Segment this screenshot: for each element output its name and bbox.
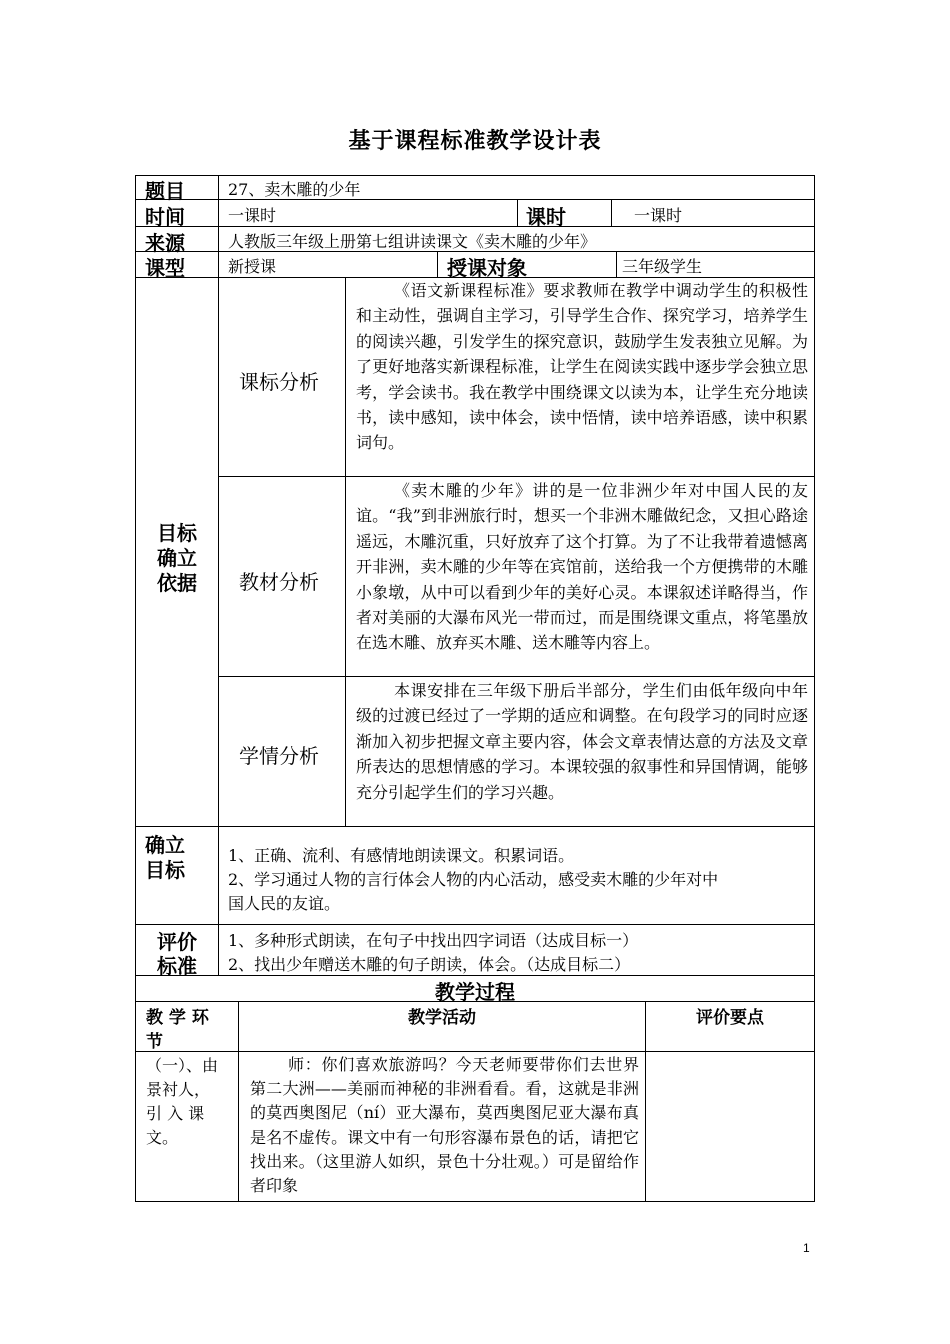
col-stage-line1: 教 学 环	[146, 1008, 209, 1028]
activity1-text: 师：你们喜欢旅游吗？今天老师要带你们去世界第二大洲——美丽而神秘的非洲看看。看，这就是非洲的莫西奥图尼（ní）亚大瀑布，莫西奥图尼亚大瀑布真是名不虚传。课文中有一句形容瀑布景色的话，请把它找出来。（这里游人如织，景色十分壮观。）可是留给作者印象	[250, 1055, 639, 1196]
goals-label-line1: 确立	[145, 833, 185, 857]
col-stage-line2: 节	[146, 1032, 163, 1052]
type-value: 新授课	[228, 257, 277, 276]
material-analysis-label: 教材分析	[239, 570, 319, 594]
audience-value: 三年级学生	[622, 257, 703, 276]
goal-item-2-line1: 2、学习通过人物的言行体会人物的内心活动，感受卖木雕的少年对中	[228, 870, 719, 889]
stage1-line1: （一）、由	[146, 1056, 219, 1075]
basis-label-line2: 确立	[157, 546, 197, 570]
stage1-line2: 景衬人，	[146, 1080, 211, 1099]
source-value: 人教版三年级上册第七组讲读课文《卖木雕的少年》	[228, 232, 597, 251]
topic-label: 题目	[145, 179, 185, 203]
assessment-label-line2: 标准	[157, 954, 197, 978]
source-label: 来源	[145, 231, 185, 255]
period-label: 课时	[526, 205, 566, 229]
assessment-label-line1: 评价	[157, 930, 197, 954]
process-title: 教学过程	[435, 980, 515, 1004]
audience-label: 授课对象	[447, 256, 527, 280]
material-analysis-text: 《卖木雕的少年》讲的是一位非洲少年对中国人民的友谊。“我”到非洲旅行时，想买一个非洲木雕做纪念，又担心路途遥远，木雕沉重，只好放弃了这个打算。为了不让我带着遗憾离开非洲，卖木雕的少年等在宾馆前，送给我一个方便携带的木雕小象墩，从中可以看到少年的美好心灵。本课叙述详略得当，作者对美丽的大瀑布风光一带而过，而是围绕课文重点，将笔墨放在选木雕、放弃买木雕、送木雕等内容上。	[356, 481, 808, 653]
assessment-item-2: 2、找出少年赠送木雕的句子朗读，体会。（达成目标二）	[228, 955, 631, 974]
stage1-line3: 引 入 课	[146, 1104, 205, 1123]
goal-item-2-line2: 国人民的友谊。	[228, 894, 341, 913]
time-label: 时间	[145, 205, 185, 229]
page-number: 1	[803, 1241, 810, 1255]
page-title: 基于课程标准教学设计表	[348, 128, 602, 154]
type-label: 课型	[145, 256, 185, 280]
learner-analysis-text: 本课安排在三年级下册后半部分，学生们由低年级向中年级的过渡已经过了一学期的适应和调整。在句段学习的同时应逐渐加入初步把握文章主要内容，体会文章表情达意的方法及文章所表达的思想情感的学习。本课较强的叙事性和异国情调，能够充分引起学生们的学习兴趣。	[356, 681, 808, 802]
period-value: 一课时	[634, 206, 683, 225]
assessment-item-1: 1、多种形式朗读，在句子中找出四字词语（达成目标一）	[228, 931, 639, 950]
goals-label-line2: 目标	[145, 858, 185, 882]
time-value: 一课时	[228, 206, 277, 225]
curriculum-analysis-label: 课标分析	[239, 370, 319, 394]
basis-label-line3: 依据	[157, 571, 197, 595]
col-activity: 教学活动	[408, 1008, 476, 1028]
col-eval: 评价要点	[696, 1008, 764, 1028]
curriculum-analysis-text: 《语文新课程标准》要求教师在教学中调动学生的积极性和主动性，强调自主学习，引导学生合作、探究学习，培养学生的阅读兴趣，引发学生的探究意识，鼓励学生发表独立见解。为了更好地落实新课程标准，让学生在阅读实践中逐步学会独立思考，学会读书。我在教学中围绕课文以读为本，让学生充分地读书，读中感知，读中体会，读中悟情，读中培养语感，读中积累词句。	[356, 281, 808, 453]
topic-value: 27、卖木雕的少年	[228, 180, 361, 199]
basis-label-line1: 目标	[157, 521, 197, 545]
goal-item-1: 1、正确、流利、有感情地朗读课文。积累词语。	[228, 846, 575, 865]
stage1-line4: 文。	[146, 1128, 179, 1147]
learner-analysis-label: 学情分析	[239, 744, 319, 768]
